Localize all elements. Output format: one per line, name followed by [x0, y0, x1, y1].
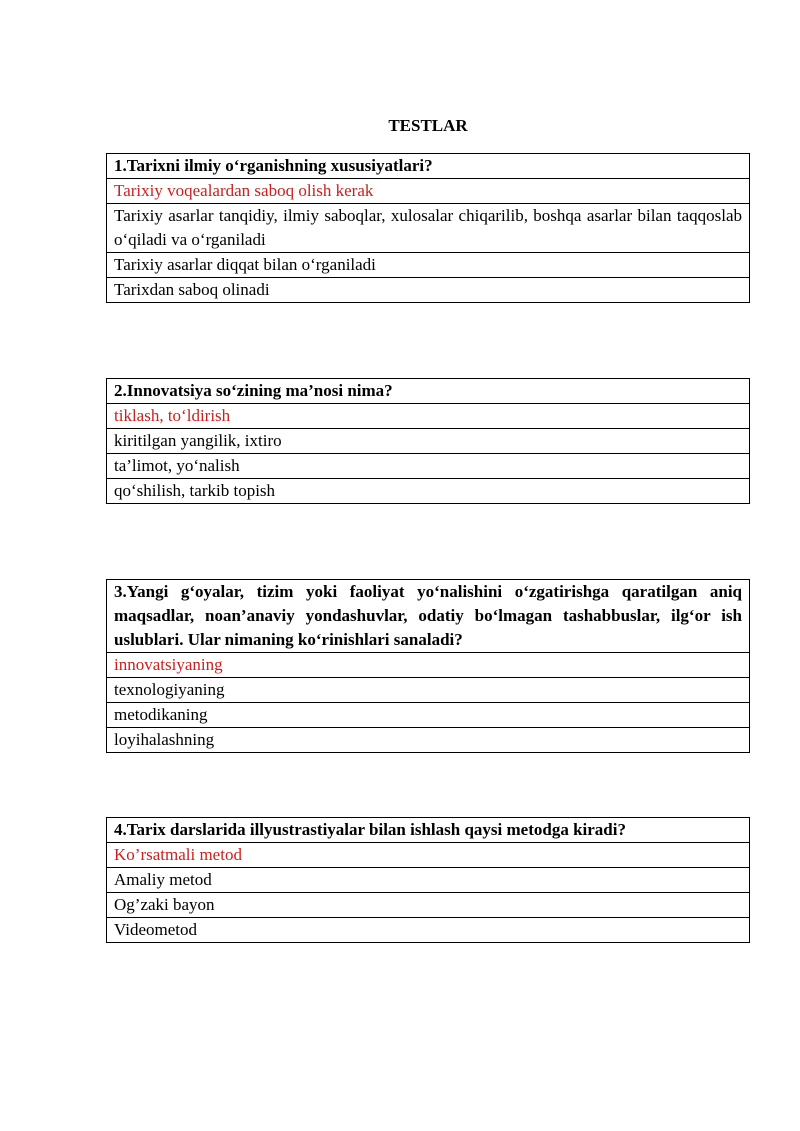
question-row — [107, 580, 750, 653]
question-text: 2.Innovatsiya so‘zining ma’nosi nima? — [107, 379, 750, 404]
answer-option-2: Tarixiy asarlar tanqidiy, ilmiy saboqlar, xulosalar chiqarilib, boshqa asarlar bilan taqqoslab o‘qiladi va o‘rganiladi — [107, 204, 750, 253]
question-block-3 — [106, 579, 750, 753]
question-row — [107, 379, 750, 404]
answer-row-correct — [107, 653, 750, 678]
answer-row — [107, 454, 750, 479]
answer-option-2: Amaliy metod — [107, 868, 750, 893]
question-block-4 — [106, 817, 750, 943]
answer-row-correct — [107, 404, 750, 429]
question-row — [107, 818, 750, 843]
answer-row-correct — [107, 179, 750, 204]
question-text: 3.Yangi g‘oyalar, tizim yoki faoliyat yo‘nalishini o‘zgatirishga qaratilgan aniq maqsadlar, noan’anaviy yondashuvlar, odatiy bo‘lmagan tashabbuslar, ilg‘or ish uslublari. Ular nimaning ko‘rinishlari sanaladi? — [107, 580, 750, 653]
answer-option-2: kiritilgan yangilik, ixtiro — [107, 429, 750, 454]
answer-row — [107, 429, 750, 454]
answer-option-1: tiklash, to‘ldirish — [107, 404, 750, 429]
question-block-2 — [106, 378, 750, 504]
answer-row — [107, 253, 750, 278]
answer-row — [107, 703, 750, 728]
answer-option-3: ta’limot, yo‘nalish — [107, 454, 750, 479]
answer-row — [107, 868, 750, 893]
answer-option-4: qo‘shilish, tarkib topish — [107, 479, 750, 504]
answer-row — [107, 678, 750, 703]
answer-option-2: texnologiyaning — [107, 678, 750, 703]
answer-row — [107, 893, 750, 918]
question-block-1 — [106, 153, 750, 303]
answer-option-4: loyihalashning — [107, 728, 750, 753]
answer-option-3: Tarixiy asarlar diqqat bilan o‘rganiladi — [107, 253, 750, 278]
answer-row — [107, 728, 750, 753]
answer-row — [107, 918, 750, 943]
question-text: 4.Tarix darslarida illyustrastiyalar bilan ishlash qaysi metodga kiradi? — [107, 818, 750, 843]
question-text: 1.Tarixni ilmiy o‘rganishning xususiyatlari? — [107, 154, 750, 179]
answer-option-1: Tarixiy voqealardan saboq olish kerak — [107, 179, 750, 204]
question-row — [107, 154, 750, 179]
answer-option-3: metodikaning — [107, 703, 750, 728]
answer-option-3: Og’zaki bayon — [107, 893, 750, 918]
answer-option-4: Tarixdan saboq olinadi — [107, 278, 750, 303]
answer-row — [107, 278, 750, 303]
answer-row — [107, 204, 750, 253]
answer-option-1: innovatsiyaning — [107, 653, 750, 678]
answer-option-4: Videometod — [107, 918, 750, 943]
answer-row-correct — [107, 843, 750, 868]
answer-row — [107, 479, 750, 504]
page-title: TESTLAR — [388, 116, 468, 135]
answer-option-1: Ko’rsatmali metod — [107, 843, 750, 868]
